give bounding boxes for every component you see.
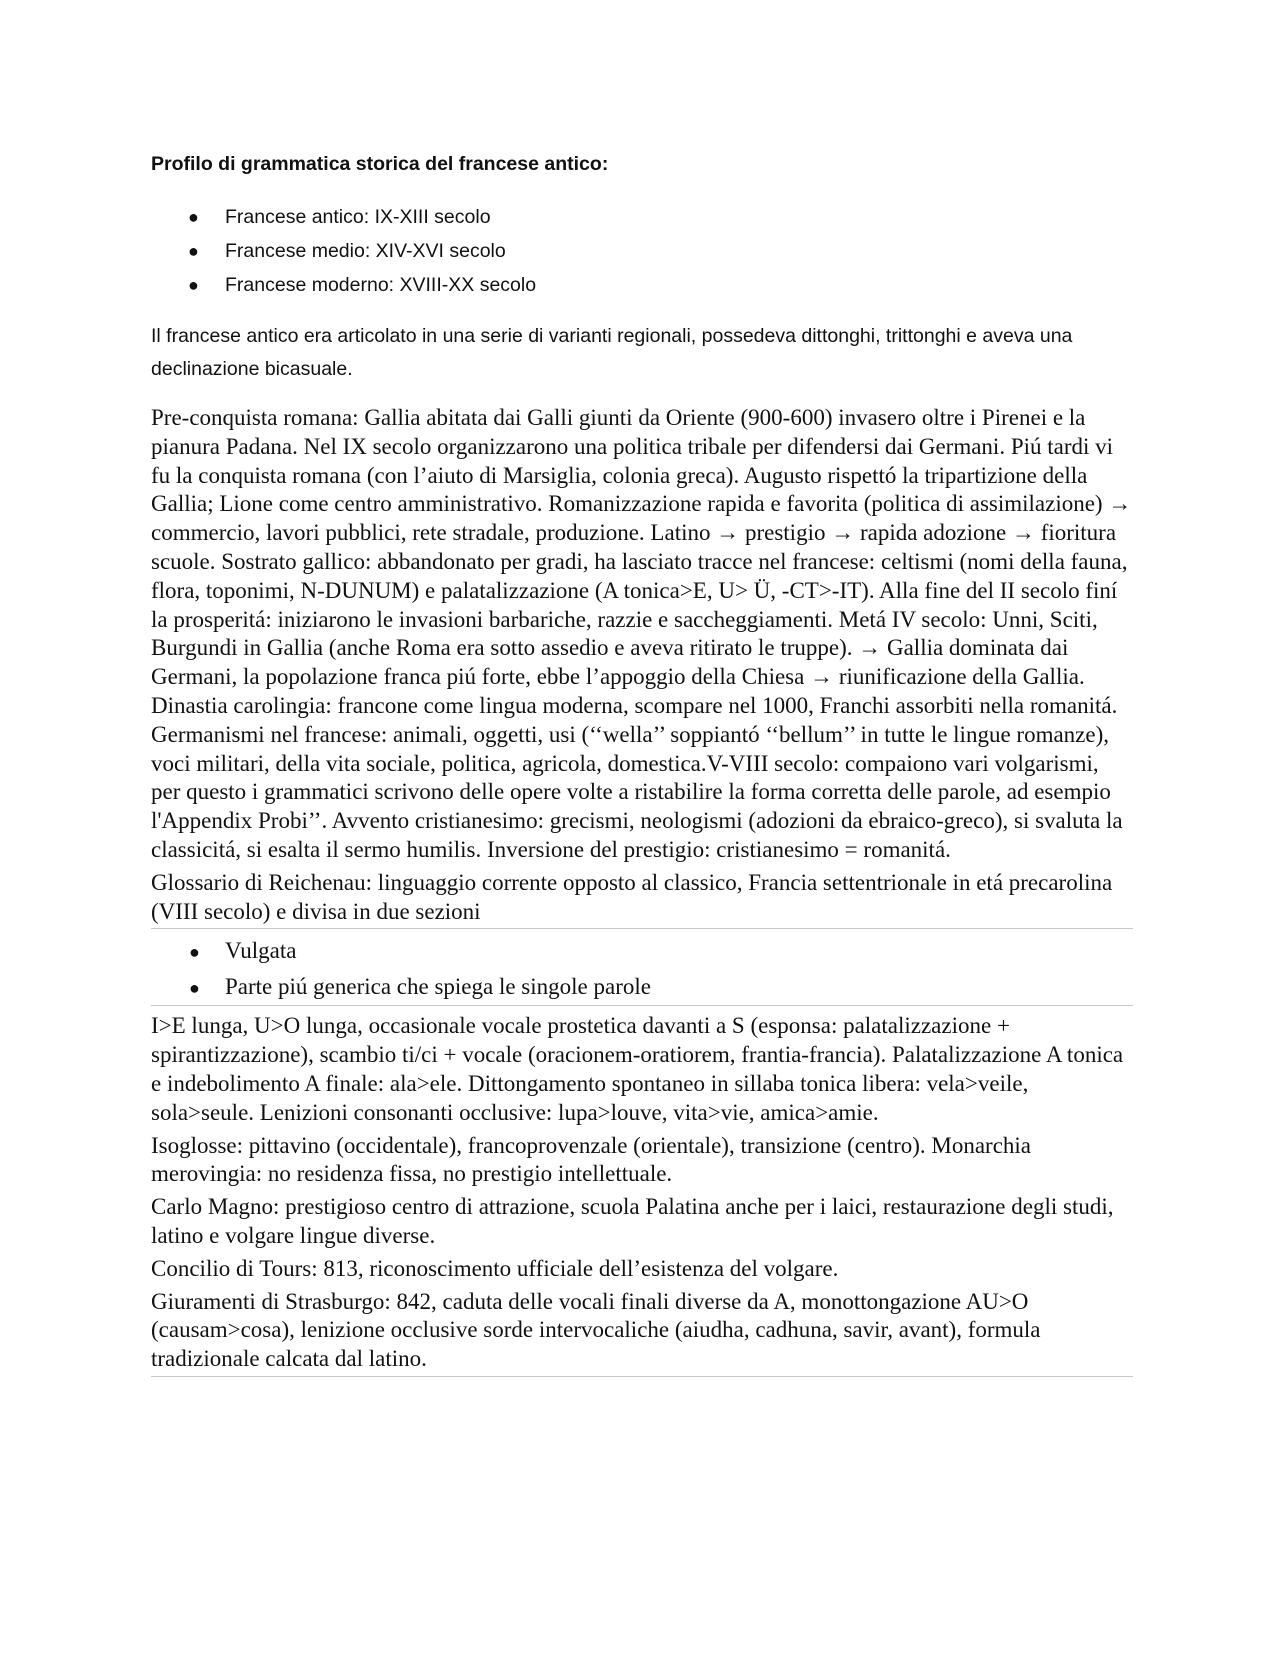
period-label: Francese moderno: XVIII-XX secolo <box>225 274 537 296</box>
bullet-icon: ● <box>188 275 199 295</box>
list-item <box>151 200 1133 234</box>
charlemagne-paragraph: Carlo Magno: prestigioso centro di attrazione, scuola Palatina anche per i laici, restaurazione degli studi, latino e volgare lingue diverse. <box>151 1194 1114 1248</box>
glossary-item-label: Vulgata <box>225 938 297 964</box>
period-list <box>151 200 1133 302</box>
bullet-icon: ● <box>189 978 200 999</box>
list-item <box>151 234 1133 268</box>
period-label: Francese antico: IX-XIII secolo <box>225 206 491 228</box>
document-page <box>151 150 1133 1381</box>
strasbourg-paragraph: Giuramenti di Strasburgo: 842, caduta delle vocali finali diverse da A, monottongazione AU>O (causam>cosa), lenizione occlusive sorde intervocaliche (aiudha, cadhuna, savir, avant), formula tradizionale calcata dal latino. <box>151 1288 1133 1377</box>
phonetics-paragraph: I>E lunga, U>O lunga, occasionale vocale prostetica davanti a S (esponsa: palatalizzazione + spirantizzazione), scambio ti/ci + vocale (oracionem-oratiorem, frantia-francia). Palatalizzazione A tonica e indebolimento A finale: ala>ele. Dittongamento spontaneo in sillaba tonica libera: vela>veile, sola>seule. Lenizioni consonanti occlusive: lupa>louve, vita>vie, amica>amie. <box>151 1013 1124 1125</box>
glossary-paragraph: Glossario di Reichenau: linguaggio corrente opposto al classico, Francia settentrionale in etá precarolina (VIII secolo) e divisa in due sezioni <box>151 869 1133 930</box>
glossary-item-label: Parte piú generica che spiega le singole parole <box>225 974 651 1000</box>
glossary-list <box>151 933 1133 1006</box>
intro-paragraph: Il francese antico era articolato in una serie di varianti regionali, possedeva dittonghi, trittonghi e aveva una declinazione bicasuale. <box>151 325 1073 380</box>
document-title: Profilo di grammatica storica del francese antico: <box>151 153 609 175</box>
bullet-icon: ● <box>189 942 200 963</box>
bullet-icon: ● <box>188 241 199 261</box>
list-item <box>151 969 1133 1005</box>
bullet-icon: ● <box>188 207 199 227</box>
history-paragraph: Pre-conquista romana: Gallia abitata dai Galli giunti da Oriente (900-600) invasero oltre i Pirenei e la pianura Padana. Nel IX secolo organizzarono una politica tribale per difendersi dai Germani. Piú tardi vi fu la conquista romana (con l’aiuto di Marsiglia, colonia greca). Augusto rispettó la tripartizione della Gallia; Lione come centro amministrativo. Romanizzazione rapida e favorita (politica di assimilazione) → commercio, lavori pubblici, rete stradale, produzione. Latino → prestigio → rapida adozione → fioritura scuole. Sostrato gallico: abbandonato per gradi, ha lasciato tracce nel francese: celtismi (nomi della fauna, flora, toponimi, N-DUNUM) e palatalizzazione (A tonica>E, U> Ü, -CT>-IT). Alla fine del II secolo finí la prosperitá: iniziarono le invasioni barbariche, razzie e saccheggiamenti. Metá IV secolo: Unni, Sciti, Burgundi in Gallia (anche Roma era sotto assedio e aveva ritirato le truppe). → Gallia dominata dai Germani, la popolazione franca piú forte, ebbe l’appoggio della Chiesa → riunificazione della Gallia. Dinastia carolingia: francone come lingua moderna, scompare nel 1000, Franchi assorbiti nella romanitá. Germanismi nel francese: animali, oggetti, usi (‘‘wella’’ soppiantó ‘‘bellum’’ in tutte le lingue romanze), voci militari, della vita sociale, politica, agricola, domestica.V-VIII secolo: compaiono vari volgarismi, per questo i grammatici scrivono delle opere volte a ristabilire la forma corretta delle parole, ad esempio l'Appendix Probi’’. Avvento cristianesimo: grecismi, neologismi (adozioni da ebraico-greco), si svaluta la classicitá, si esalta il sermo humilis. Inversione del prestigio: cristianesimo = romanitá. <box>151 405 1132 862</box>
tours-paragraph: Concilio di Tours: 813, riconoscimento ufficiale dell’esistenza del volgare. <box>151 1255 839 1281</box>
list-item <box>151 268 1133 302</box>
isoglosses-paragraph: Isoglosse: pittavino (occidentale), francoprovenzale (orientale), transizione (centro). Monarchia merovingia: no residenza fissa, no prestigio intellettuale. <box>151 1132 1032 1187</box>
period-label: Francese medio: XIV-XVI secolo <box>225 240 506 262</box>
list-item <box>151 933 1133 969</box>
